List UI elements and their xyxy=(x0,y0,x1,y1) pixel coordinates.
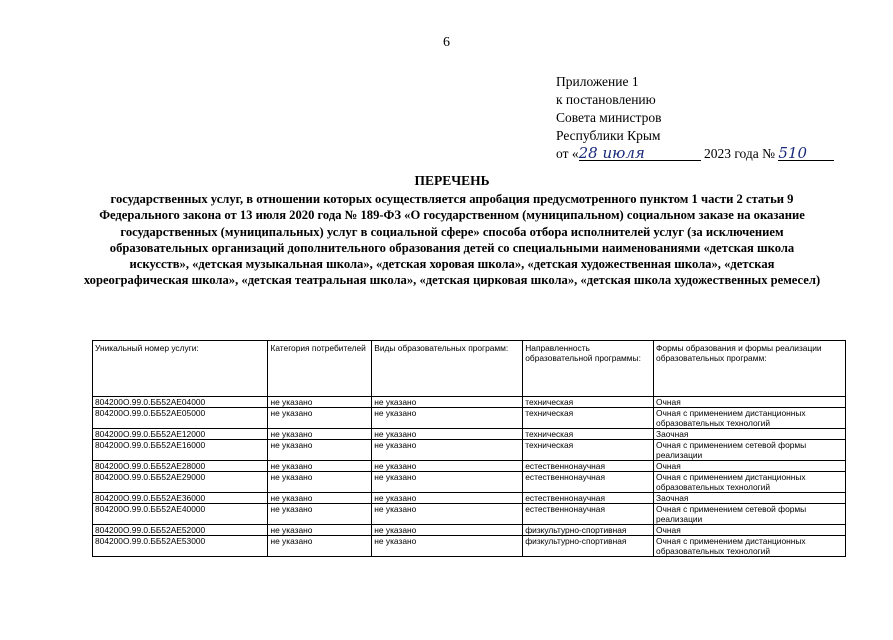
table-row xyxy=(93,440,846,461)
header-program-types: Виды образовательных программ: xyxy=(372,341,523,397)
cell-consumer-category: не указано xyxy=(268,493,372,504)
table-row xyxy=(93,493,846,504)
cell-service-number: 804200О.99.0.ББ52АЕ12000 xyxy=(93,429,268,440)
header-program-focus: Направленность образовательной программы: xyxy=(523,341,654,397)
cell-program-type: не указано xyxy=(372,461,523,472)
table-row xyxy=(93,472,846,493)
document-title: ПЕРЕЧЕНЬ xyxy=(414,173,490,188)
cell-education-form: Очная с применением сетевой формы реализации xyxy=(654,440,846,461)
header-education-forms: Формы образования и формы реализации образовательных программ: xyxy=(654,341,846,397)
table-row xyxy=(93,525,846,536)
cell-education-form: Очная xyxy=(654,397,846,408)
cell-education-form: Очная xyxy=(654,461,846,472)
table-row xyxy=(93,429,846,440)
cell-program-type: не указано xyxy=(372,504,523,525)
cell-program-type: не указано xyxy=(372,493,523,504)
cell-education-form: Очная с применением дистанционных образовательных технологий xyxy=(654,536,846,557)
appendix-line-4: Республики Крым xyxy=(556,128,661,143)
handwritten-date: 28 июля xyxy=(579,146,701,161)
cell-program-focus: техническая xyxy=(523,429,654,440)
table-row xyxy=(93,461,846,472)
cell-consumer-category: не указано xyxy=(268,525,372,536)
cell-program-type: не указано xyxy=(372,397,523,408)
cell-service-number: 804200О.99.0.ББ52АЕ05000 xyxy=(93,408,268,429)
cell-program-type: не указано xyxy=(372,429,523,440)
appendix-line-3: Советa министров xyxy=(556,110,662,125)
cell-education-form: Очная с применением дистанционных образовательных технологий xyxy=(654,472,846,493)
cell-consumer-category: не указано xyxy=(268,472,372,493)
handwritten-number: 510 xyxy=(778,146,834,161)
cell-consumer-category: не указано xyxy=(268,461,372,472)
cell-consumer-category: не указано xyxy=(268,536,372,557)
cell-consumer-category: не указано xyxy=(268,429,372,440)
cell-program-type: не указано xyxy=(372,525,523,536)
cell-program-type: не указано xyxy=(372,408,523,429)
cell-program-focus: естественнонаучная xyxy=(523,472,654,493)
header-consumer-category: Категория потребителей xyxy=(268,341,372,397)
cell-service-number: 804200О.99.0.ББ52АЕ52000 xyxy=(93,525,268,536)
table-row xyxy=(93,504,846,525)
page-number: 6 xyxy=(443,35,450,50)
cell-consumer-category: не указано xyxy=(268,440,372,461)
cell-program-focus: техническая xyxy=(523,408,654,429)
table-row xyxy=(93,536,846,557)
cell-program-focus: физкультурно-спортивная xyxy=(523,525,654,536)
cell-education-form: Заочная xyxy=(654,493,846,504)
cell-service-number: 804200О.99.0.ББ52АЕ40000 xyxy=(93,504,268,525)
document-subtitle: государственных услуг, в отношении которых осуществляется апробация предусмотренного пунктом 1 части 2 статьи 9 Федерального закона от 13 июля 2020 года № 189-ФЗ «О государственном (муниципальном) социальном заказе на оказание государственных (муниципальных) услуг в социальной сфере» способа отбора исполнителей услуг (за исключением образовательных организаций дополнительного образования детей со специальными наименованиями «детская школа искусств», «детская музыкальная школа», «детская хоровая школа», «детская художественная школа», «детская хореографическая школа», «детская театральная школа», «детская цирковая школа», «детская школа художественных ремесел) xyxy=(83,192,821,288)
document-heading xyxy=(82,173,822,288)
cell-consumer-category: не указано xyxy=(268,408,372,429)
cell-education-form: Очная с применением сетевой формы реализации xyxy=(654,504,846,525)
date-prefix: от « xyxy=(556,146,579,161)
date-suffix: 2023 года № xyxy=(703,146,776,161)
cell-service-number: 804200О.99.0.ББ52АЕ36000 xyxy=(93,493,268,504)
cell-service-number: 804200О.99.0.ББ52АЕ16000 xyxy=(93,440,268,461)
appendix-line-1: Приложение 1 xyxy=(556,74,639,89)
appendix-date-line xyxy=(556,145,834,163)
appendix-line-2: к постановлению xyxy=(556,92,656,107)
cell-consumer-category: не указано xyxy=(268,397,372,408)
cell-program-focus: техническая xyxy=(523,397,654,408)
cell-program-focus: естественнонаучная xyxy=(523,461,654,472)
header-service-number: Уникальный номер услуги: xyxy=(93,341,268,397)
cell-service-number: 804200О.99.0.ББ52АЕ28000 xyxy=(93,461,268,472)
appendix-block xyxy=(556,73,834,163)
cell-program-type: не указано xyxy=(372,472,523,493)
cell-service-number: 804200О.99.0.ББ52АЕ04000 xyxy=(93,397,268,408)
table-row xyxy=(93,397,846,408)
cell-service-number: 804200О.99.0.ББ52АЕ53000 xyxy=(93,536,268,557)
cell-program-focus: техническая xyxy=(523,440,654,461)
cell-education-form: Очная с применением дистанционных образовательных технологий xyxy=(654,408,846,429)
cell-education-form: Заочная xyxy=(654,429,846,440)
table-row xyxy=(93,408,846,429)
cell-program-focus: естественнонаучная xyxy=(523,504,654,525)
cell-program-focus: естественнонаучная xyxy=(523,493,654,504)
cell-program-focus: физкультурно-спортивная xyxy=(523,536,654,557)
cell-service-number: 804200О.99.0.ББ52АЕ29000 xyxy=(93,472,268,493)
cell-program-type: не указано xyxy=(372,536,523,557)
services-table xyxy=(92,340,846,557)
cell-program-type: не указано xyxy=(372,440,523,461)
cell-education-form: Очная xyxy=(654,525,846,536)
cell-consumer-category: не указано xyxy=(268,504,372,525)
table-header-row xyxy=(93,341,846,397)
